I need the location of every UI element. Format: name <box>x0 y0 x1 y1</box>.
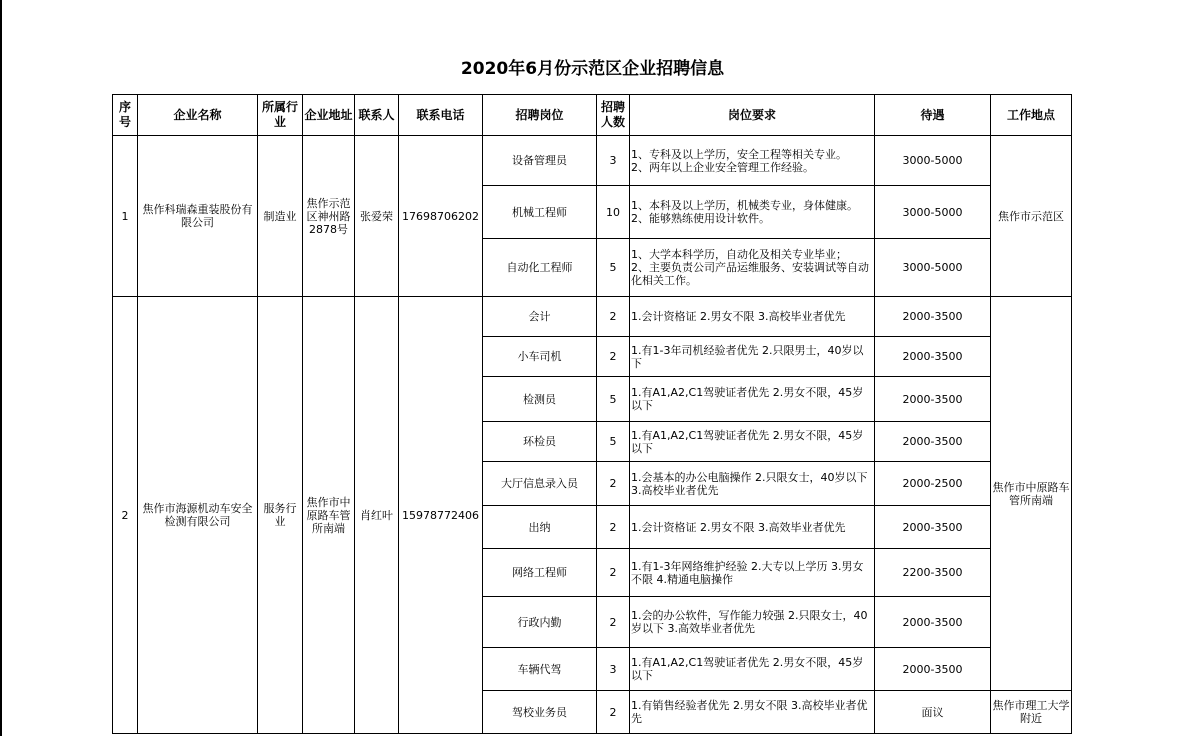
job-position: 出纳 <box>483 506 597 549</box>
job-count: 3 <box>597 136 630 186</box>
job-count: 2 <box>597 549 630 597</box>
job-salary: 2000-3500 <box>875 422 991 462</box>
job-salary: 3000-5000 <box>875 186 991 239</box>
job-count: 3 <box>597 648 630 691</box>
job-requirements: 1.有A1,A2,C1驾驶证者优先 2.男女不限，45岁以下 <box>630 422 875 462</box>
company-address: 焦作市中原路车管所南端 <box>303 297 355 734</box>
page-title: 2020年6月份示范区企业招聘信息 <box>460 59 725 79</box>
job-count: 2 <box>597 297 630 337</box>
job-count: 10 <box>597 186 630 239</box>
job-position: 检测员 <box>483 377 597 422</box>
header-salary: 待遇 <box>875 95 991 136</box>
job-count: 2 <box>597 691 630 734</box>
table-row <box>113 297 1072 337</box>
company-name: 焦作科瑞森重装股份有限公司 <box>138 136 258 297</box>
company-contact: 肖红叶 <box>355 297 399 734</box>
job-position: 机械工程师 <box>483 186 597 239</box>
header-company: 企业名称 <box>138 95 258 136</box>
job-requirements: 1.有A1,A2,C1驾驶证者优先 2.男女不限，45岁以下 <box>630 648 875 691</box>
company-seq: 2 <box>113 297 138 734</box>
table-row <box>113 136 1072 186</box>
header-seq: 序号 <box>113 95 138 136</box>
job-position: 会计 <box>483 297 597 337</box>
job-requirements: 1.有销售经验者优先 2.男女不限 3.高校毕业者优先 <box>630 691 875 734</box>
company-address: 焦作示范区神州路2878号 <box>303 136 355 297</box>
header-location: 工作地点 <box>991 95 1072 136</box>
job-position: 环检员 <box>483 422 597 462</box>
job-position: 车辆代驾 <box>483 648 597 691</box>
job-count: 2 <box>597 337 630 377</box>
header-position: 招聘岗位 <box>483 95 597 136</box>
job-salary: 面议 <box>875 691 991 734</box>
company-industry: 服务行业 <box>258 297 303 734</box>
job-position: 小车司机 <box>483 337 597 377</box>
job-salary: 2000-3500 <box>875 297 991 337</box>
company-location-2: 焦作市理工大学附近 <box>991 691 1072 734</box>
job-count: 2 <box>597 462 630 506</box>
job-requirements: 1.会计资格证 2.男女不限 3.高效毕业者优先 <box>630 506 875 549</box>
company-contact: 张爱荣 <box>355 136 399 297</box>
job-requirements: 1.有1-3年司机经验者优先 2.只限男士，40岁以下 <box>630 337 875 377</box>
job-requirements: 1.会的办公软件，写作能力较强 2.只限女士，40岁以下 3.高效毕业者优先 <box>630 597 875 648</box>
job-count: 2 <box>597 506 630 549</box>
recruitment-table <box>112 94 1072 734</box>
job-requirements: 1、大学本科学历，自动化及相关专业毕业； 2、主要负责公司产品运维服务、安装调试等自动化相关工作。 <box>630 239 875 297</box>
header-address: 企业地址 <box>303 95 355 136</box>
job-position: 驾校业务员 <box>483 691 597 734</box>
company-location: 焦作市示范区 <box>991 136 1072 297</box>
header-requirements: 岗位要求 <box>630 95 875 136</box>
header-count: 招聘人数 <box>597 95 630 136</box>
job-salary: 2000-3500 <box>875 506 991 549</box>
job-requirements: 1.有1-3年网络维护经验 2.大专以上学历 3.男女不限 4.精通电脑操作 <box>630 549 875 597</box>
job-salary: 3000-5000 <box>875 239 991 297</box>
page-left-border <box>0 0 2 736</box>
job-position: 网络工程师 <box>483 549 597 597</box>
job-position: 设备管理员 <box>483 136 597 186</box>
job-requirements: 1.有A1,A2,C1驾驶证者优先 2.男女不限，45岁以下 <box>630 377 875 422</box>
company-phone: 17698706202 <box>399 136 483 297</box>
job-position: 大厅信息录入员 <box>483 462 597 506</box>
job-salary: 2000-3500 <box>875 377 991 422</box>
company-location: 焦作市中原路车管所南端 <box>991 297 1072 691</box>
header-row <box>113 95 1072 136</box>
job-count: 5 <box>597 422 630 462</box>
header-phone: 联系电话 <box>399 95 483 136</box>
company-industry: 制造业 <box>258 136 303 297</box>
company-seq: 1 <box>113 136 138 297</box>
header-industry: 所属行业 <box>258 95 303 136</box>
job-count: 5 <box>597 377 630 422</box>
job-requirements: 1、本科及以上学历，机械类专业，身体健康。 2、能够熟练使用设计软件。 <box>630 186 875 239</box>
job-salary: 2000-3500 <box>875 337 991 377</box>
job-requirements: 1、专科及以上学历，安全工程等相关专业。 2、两年以上企业安全管理工作经验。 <box>630 136 875 186</box>
job-position: 自动化工程师 <box>483 239 597 297</box>
company-name: 焦作市海源机动车安全检测有限公司 <box>138 297 258 734</box>
job-salary: 2200-3500 <box>875 549 991 597</box>
header-contact: 联系人 <box>355 95 399 136</box>
job-salary: 2000-3500 <box>875 648 991 691</box>
job-salary: 2000-2500 <box>875 462 991 506</box>
job-requirements: 1.会计资格证 2.男女不限 3.高校毕业者优先 <box>630 297 875 337</box>
job-salary: 2000-3500 <box>875 597 991 648</box>
job-salary: 3000-5000 <box>875 136 991 186</box>
company-phone: 15978772406 <box>399 297 483 734</box>
job-count: 5 <box>597 239 630 297</box>
job-count: 2 <box>597 597 630 648</box>
job-position: 行政内勤 <box>483 597 597 648</box>
job-requirements: 1.会基本的办公电脑操作 2.只限女士，40岁以下 3.高校毕业者优先 <box>630 462 875 506</box>
